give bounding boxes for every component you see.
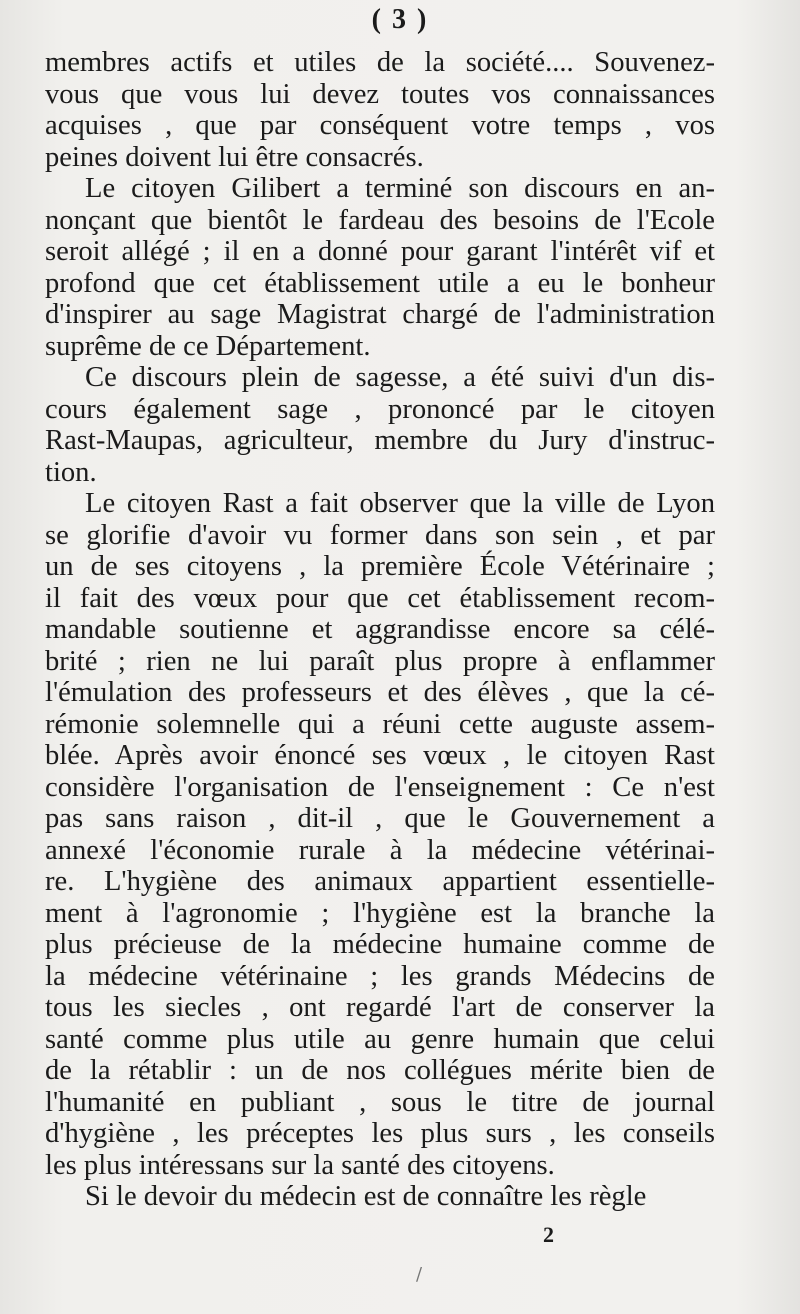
text-line: membres actifs et utiles de la société.... Souvenez- xyxy=(45,47,715,78)
text-line: tous les siecles , ont regardé l'art de conserver la xyxy=(45,992,715,1023)
text-line: Ce discours plein de sagesse, a été suivi d'un dis- xyxy=(85,362,715,393)
text-line: cours également sage , prononcé par le citoyen xyxy=(45,393,715,425)
text-line: Si le devoir du médecin est de connaître les règle xyxy=(85,1181,647,1212)
text-line: se glorifie d'avoir vu former dans son sein , et par xyxy=(45,519,715,551)
text-line: vous que vous lui devez toutes vos connaissances xyxy=(45,78,715,110)
text-line: peines doivent lui être consacrés. xyxy=(45,141,424,173)
text-line: pas sans raison , dit-il , que le Gouvernement a xyxy=(45,803,715,834)
text-line: Rast-Maupas, agriculteur, membre du Jury d'instruc- xyxy=(45,425,715,456)
text-line: ment à l'agronomie ; l'hygiène est la branche la xyxy=(45,897,715,929)
text-line: un de ses citoyens , la première École Vétérinaire ; xyxy=(45,551,715,582)
text-line: nonçant que bientôt le fardeau des besoins de l'Ecole xyxy=(45,204,715,236)
text-line: d'hygiène , les préceptes les plus surs , les conseils xyxy=(45,1118,715,1149)
text-line: de la rétablir : un de nos collégues mérite bien de xyxy=(45,1055,715,1086)
text-line: brité ; rien ne lui paraît plus propre à enflammer xyxy=(45,645,715,677)
text-line: profond que cet établissement utile a eu le bonheur xyxy=(45,267,715,299)
text-line: suprême de ce Département. xyxy=(45,330,371,362)
text-line: d'inspirer au sage Magistrat chargé de l'administration xyxy=(45,299,715,330)
text-line: blée. Après avoir énoncé ses vœux , le citoyen Rast xyxy=(45,740,715,771)
body-text xyxy=(45,47,715,1213)
text-line: annexé l'économie rurale à la médecine vétérinai- xyxy=(45,834,715,866)
text-line: acquises , que par conséquent votre temps , vos xyxy=(45,110,715,141)
text-line: rémonie solemnelle qui a réuni cette auguste assem- xyxy=(45,708,715,740)
stray-mark: / xyxy=(416,1264,423,1285)
page-number: ( 3 ) xyxy=(371,4,429,35)
text-line: re. L'hygiène des animaux appartient essentielle- xyxy=(45,866,715,897)
signature-mark: 2 xyxy=(543,1222,554,1247)
text-line: Le citoyen Rast a fait observer que la ville de Lyon xyxy=(85,488,715,519)
text-line: seroit allégé ; il en a donné pour garant l'intérêt vif et xyxy=(45,236,715,267)
text-line: plus précieuse de la médecine humaine comme de xyxy=(45,929,715,960)
text-line: mandable soutienne et aggrandisse encore sa célé- xyxy=(45,614,715,645)
text-line: l'émulation des professeurs et des élèves , que la cé- xyxy=(45,677,715,708)
text-line: Le citoyen Gilibert a terminé son discours en an- xyxy=(85,173,715,204)
text-line: les plus intéressans sur la santé des citoyens. xyxy=(45,1149,555,1181)
text-line: la médecine vétérinaine ; les grands Médecins de xyxy=(45,960,715,992)
text-line: l'humanité en publiant , sous le titre de journal xyxy=(45,1086,715,1118)
text-line: considère l'organisation de l'enseignement : Ce n'est xyxy=(45,771,715,803)
text-line: tion. xyxy=(45,456,97,488)
text-line: il fait des vœux pour que cet établissement recom- xyxy=(45,582,715,614)
text-line: santé comme plus utile au genre humain que celui xyxy=(45,1023,715,1055)
